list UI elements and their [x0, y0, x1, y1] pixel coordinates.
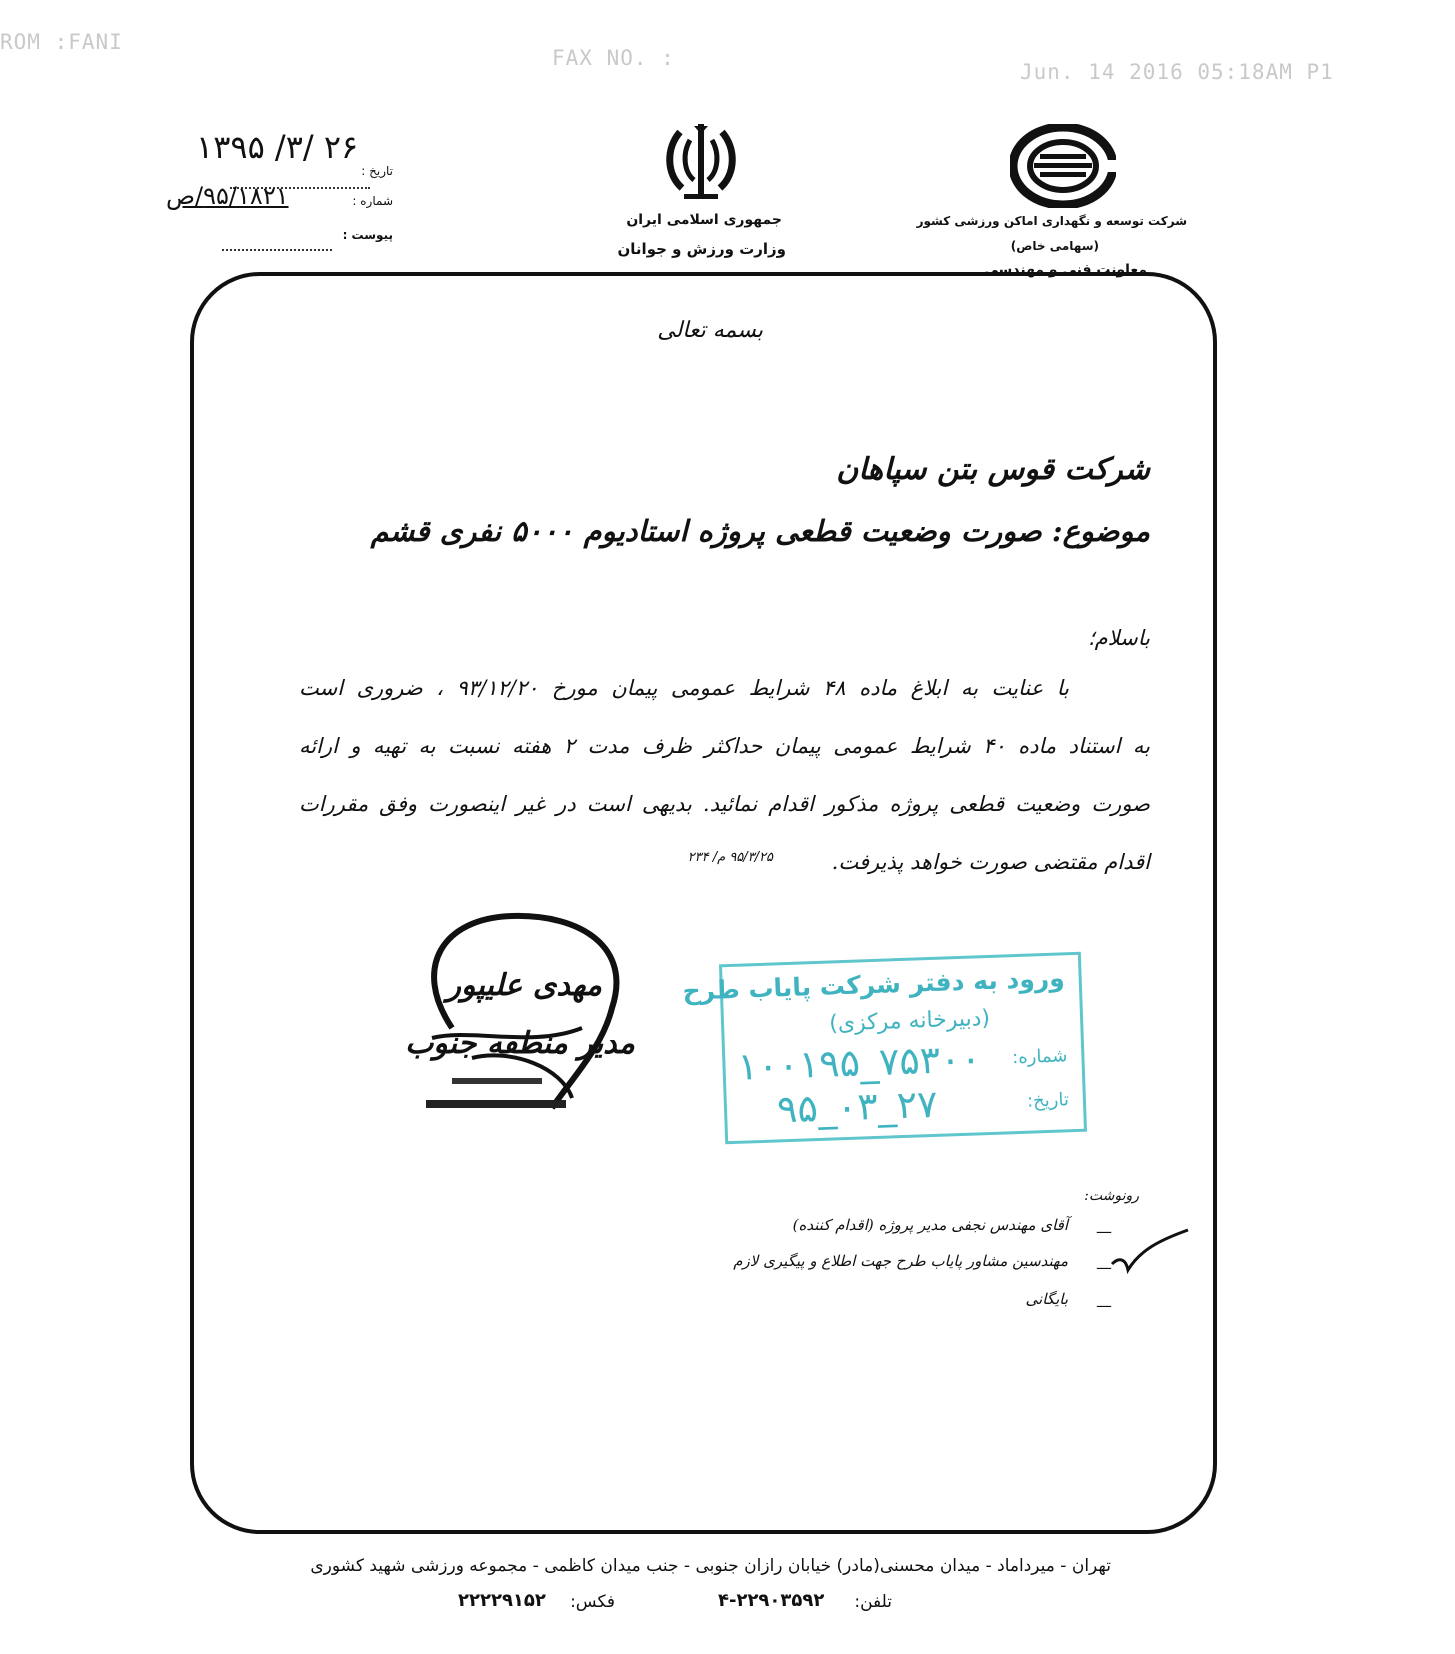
stamp-number-value: ۱۰۰۱۹۵_۷۵۳۰۰: [736, 1036, 982, 1089]
letter-date-value: ۱۳۹۵ /۳/ ۲۶: [196, 128, 359, 166]
cc-bullet-2: —: [1096, 1258, 1112, 1277]
greeting: باسلام؛: [1087, 626, 1150, 650]
number-label: شماره :: [352, 194, 393, 208]
stamp-line2: (دبیرخانه مرکزی): [828, 1005, 991, 1037]
company-type: (سهامی خاص): [1010, 239, 1099, 253]
ministry-name: وزارت ورزش و جوانان: [617, 240, 786, 258]
handwritten-note: ۹۵/۳/۲۵ م/ ۲۳۴: [687, 850, 773, 865]
cc-item-3: بایگانی: [1025, 1290, 1068, 1308]
signer-name: مهدی علیپور: [446, 968, 602, 1003]
company-name: شرکت توسعه و نگهداری اماکن ورزشی کشور: [916, 214, 1187, 228]
signer-title: مدیر منطقه جنوب: [405, 1026, 635, 1061]
body-line-1: با عنایت به ابلاغ ماده ۴۸ شرایط عمومی پیمان مورخ ۹۳/۱۲/۲۰ ، ضروری است: [299, 676, 1069, 700]
stamp-date-label: تاریخ:: [1026, 1089, 1070, 1112]
invocation: بسمه تعالی: [657, 318, 763, 343]
iran-emblem-icon: [658, 118, 744, 204]
fax-datetime: Jun. 14 2016 05:18AM P1: [1020, 60, 1334, 84]
fax-from: ROM :FANI: [0, 30, 123, 54]
fax-number: FAX NO. :: [552, 46, 675, 70]
body-line-3: صورت وضعیت قطعی پروژه مذکور اقدام نمائید. بدیهی است در غیر اینصورت وفق مقررات: [299, 792, 1150, 816]
attachment-dotted-line: [222, 236, 332, 255]
footer-address: تهران - میرداماد - میدان محسنی(مادر) خیابان رازان جنوبی - جنب میدان کاظمی - مجموعه ورزشی شهید کشوری: [310, 1556, 1111, 1576]
body-line-2: به استناد ماده ۴۰ شرایط عمومی پیمان حداکثر ظرف مدت ۲ هفته نسبت به تهیه و ارائه: [299, 734, 1150, 758]
footer-fax-label: فکس:: [570, 1592, 615, 1612]
body-line-4: اقدام مقتضی صورت خواهد پذیرفت.: [831, 850, 1150, 874]
footer-phone-label: تلفن:: [854, 1592, 892, 1612]
cc-checkmark: [1110, 1220, 1190, 1280]
footer-phone-value: ۴-۲۲۹۰۳۵۹۲: [718, 1590, 825, 1611]
recipient: شرکت قوس بتن سپاهان: [836, 452, 1150, 487]
cc-label: رونوشت:: [1084, 1188, 1139, 1204]
signature-scribble: [412, 908, 652, 1138]
stamp-line1: ورود به دفتر شرکت پایاب طرح: [682, 963, 1066, 1006]
stamp-date-value: ۹۵_۰۳_۲۷: [776, 1081, 939, 1132]
letter-number-value: ۹۵/۱۸۲۱/ص: [166, 182, 289, 210]
subject: موضوع: صورت وضعیت قطعی پروژه استادیوم ۵۰۰۰ نفری قشم: [370, 514, 1150, 548]
incoming-stamp: [682, 952, 1087, 1145]
cc-item-1: آقای مهندس نجفی مدیر پروژه (اقدام کننده): [792, 1216, 1068, 1234]
date-label: تاریخ :: [361, 164, 393, 178]
cc-bullet-3: —: [1096, 1296, 1112, 1315]
attachment-label: پیوست :: [342, 228, 393, 242]
department-name: معاونت فنی و مهندسی: [984, 262, 1147, 278]
cc-item-2: مهندسین مشاور پایاب طرح جهت اطلاع و پیگیری لازم: [733, 1252, 1068, 1270]
footer-fax-value: ۲۲۲۲۹۱۵۲: [458, 1590, 546, 1611]
stamp-number-label: شماره:: [1011, 1045, 1068, 1069]
country-name: جمهوری اسلامی ایران: [626, 212, 782, 228]
company-logo: [1010, 124, 1116, 208]
cc-bullet-1: —: [1096, 1222, 1112, 1241]
